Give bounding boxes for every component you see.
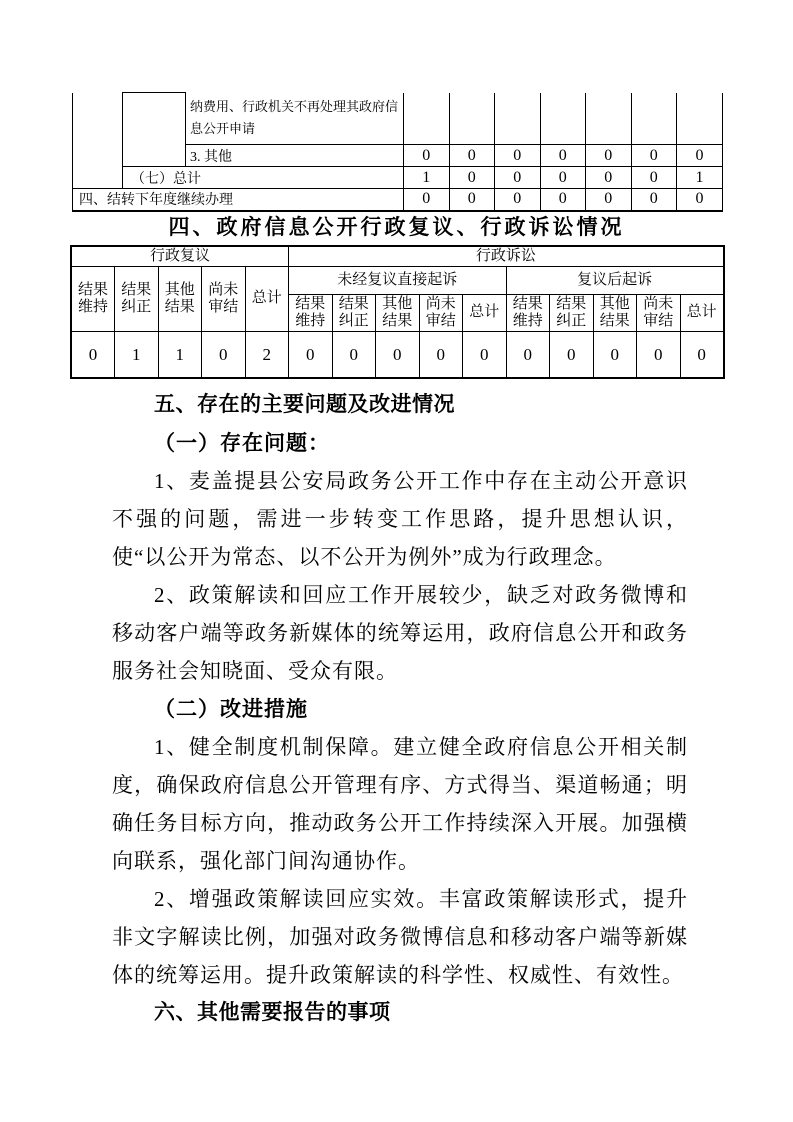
table-cell: 0 [540, 189, 586, 211]
table-cell [586, 93, 632, 145]
col-header: 结果纠正 [115, 266, 159, 331]
col-header: 尚未审结 [419, 294, 463, 331]
col-header: 其他结果 [593, 294, 637, 331]
section5-heading: 五、存在的主要问题及改进情况 [154, 393, 455, 416]
table-cell [449, 93, 495, 145]
table-cell [495, 93, 541, 145]
table-cell: 0 [631, 189, 677, 211]
table-cell: 0 [680, 331, 724, 378]
col-header: 尚未审结 [202, 266, 246, 331]
table-cell: 0 [586, 145, 632, 167]
section5-paragraph-2: 2、政策解读和回应工作开展较少，缺乏对政务微博和移动客户端等政务新媒体的统筹运用，政府信息公开和政务服务社会知晓面、受众有限。 [112, 583, 688, 683]
col-header: 总计 [680, 294, 724, 331]
table-cell: 0 [631, 145, 677, 167]
table-cell-continuation-label: 纳费用、行政机关不再处理其政府信息公开申请 [186, 93, 404, 145]
table-cell: 0 [463, 331, 507, 378]
table-cell [540, 93, 586, 145]
table-cell: 1 [677, 167, 723, 189]
table-cell [404, 93, 450, 145]
col-header: 总计 [245, 266, 289, 331]
table-cell-carryover-label: 四、结转下年度继续办理 [73, 189, 404, 211]
sub-header-direct: 未经复议直接起诉 [289, 266, 507, 294]
table-cell-empty [123, 93, 186, 167]
table-cell: 0 [289, 331, 333, 378]
table-cell: 0 [419, 331, 463, 378]
col-header: 总计 [463, 294, 507, 331]
table-cell: 0 [449, 189, 495, 211]
section4-heading: 四、政府信息公开行政复议、行政诉讼情况 [168, 216, 625, 239]
table-cell: 0 [449, 167, 495, 189]
table-cell: 1 [158, 331, 202, 378]
col-header: 结果纠正 [332, 294, 376, 331]
group-header-review: 行政复议 [71, 246, 289, 266]
section5-paragraph-4: 2、增强政策解读回应实效。丰富政策解读形式，提升非文字解读比例，加强对政务微博信息和移动客户端等新媒体的统筹运用。提升政策解读的科学性、权威性、有效性。 [112, 887, 688, 987]
body-text [112, 386, 688, 1032]
table-cell: 0 [631, 167, 677, 189]
table-cell-other-label: 3. 其他 [186, 145, 404, 167]
table-cell: 0 [550, 331, 594, 378]
table-cell: 0 [404, 189, 450, 211]
table-cell: 1 [404, 167, 450, 189]
col-header: 结果纠正 [550, 294, 594, 331]
table-cell: 0 [202, 331, 246, 378]
section5-sub2-heading: （二）改进措施 [154, 697, 308, 721]
table-cell: 1 [115, 331, 159, 378]
col-header: 结果维持 [506, 294, 550, 331]
table-cell: 0 [540, 167, 586, 189]
group-header-litigation: 行政诉讼 [289, 246, 724, 266]
table-cell: 0 [677, 145, 723, 167]
table-cell: 0 [332, 331, 376, 378]
table-cell [631, 93, 677, 145]
table-cell: 0 [376, 331, 420, 378]
table-cell: 0 [495, 189, 541, 211]
table-cell: 0 [586, 167, 632, 189]
table-cell [677, 93, 723, 145]
table-cell: 0 [506, 331, 550, 378]
table-cell: 0 [593, 331, 637, 378]
section5-paragraph-3: 1、健全制度机制保障。建立健全政府信息公开相关制度，确保政府信息公开管理有序、方式得当、渠道畅通；明确任务目标方向，推动政务公开工作持续深入开展。加强横向联系，强化部门间沟通协作。 [112, 735, 688, 873]
table-cell: 0 [449, 145, 495, 167]
section5-sub1-heading: （一）存在问题： [154, 431, 330, 455]
table-cell: 0 [404, 145, 450, 167]
carryover-table [72, 92, 723, 212]
table-cell: 0 [540, 145, 586, 167]
sub-header-after-review: 复议后起诉 [506, 266, 724, 294]
col-header: 尚未审结 [637, 294, 681, 331]
table-cell: 2 [245, 331, 289, 378]
col-header: 其他结果 [158, 266, 202, 331]
table-cell: 0 [495, 145, 541, 167]
review-litigation-table [70, 245, 725, 379]
section5-paragraph-1: 1、麦盖提县公安局政务公开工作中存在主动公开意识不强的问题，需进一步转变工作思路，提升思想认识，使“以公开为常态、以不公开为例外”成为行政理念。 [112, 469, 688, 569]
col-header: 其他结果 [376, 294, 420, 331]
col-header: 结果维持 [289, 294, 333, 331]
section6-heading: 六、其他需要报告的事项 [154, 1001, 391, 1024]
table-cell: 0 [71, 331, 115, 378]
col-header: 结果维持 [71, 266, 115, 331]
table-cell-empty [73, 93, 123, 189]
table-cell-total-label: （七）总计 [123, 167, 404, 189]
table-cell: 0 [586, 189, 632, 211]
table-cell: 0 [677, 189, 723, 211]
table-cell: 0 [495, 167, 541, 189]
table-cell: 0 [637, 331, 681, 378]
